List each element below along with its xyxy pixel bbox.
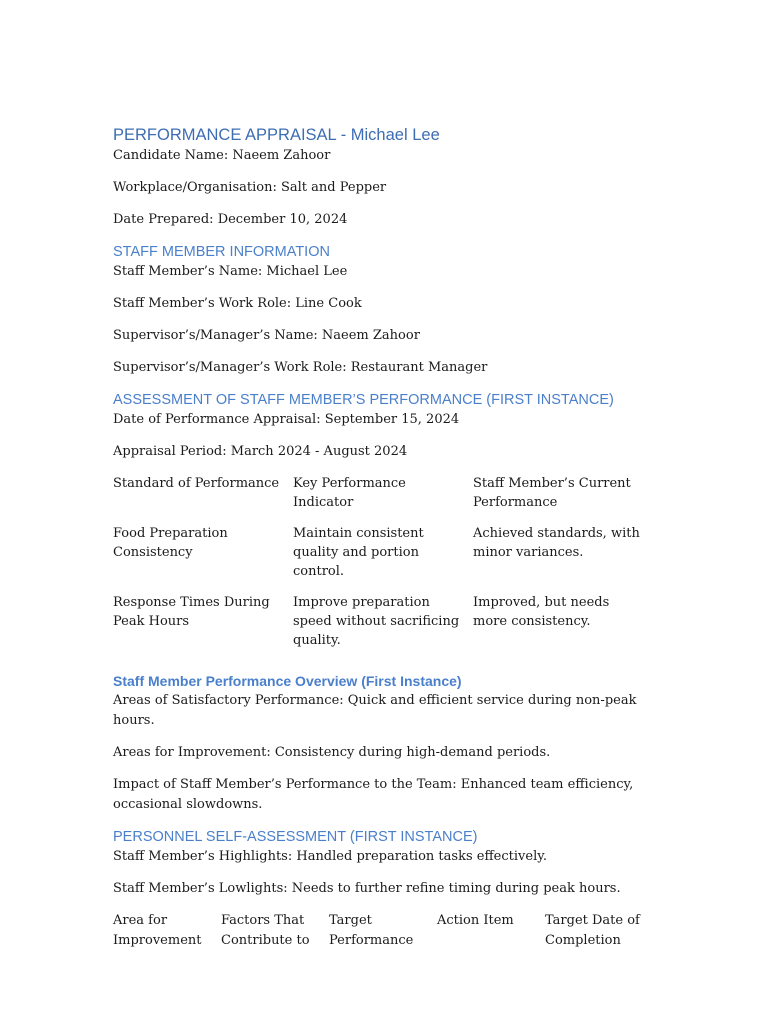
improvement-areas: Areas for Improvement: Consistency during high-demand periods. <box>113 745 551 760</box>
table-header-cell: Key Performance Indicator <box>293 476 406 510</box>
staff-name: Staff Member’s Name: Michael Lee <box>113 264 348 279</box>
table-row <box>113 524 653 581</box>
table-cell: Maintain consistent quality and portion control. <box>293 526 424 579</box>
table-header-cell: Target Performance <box>329 913 414 948</box>
workplace: Workplace/Organisation: Salt and Pepper <box>113 180 387 195</box>
table-header-cell: Area for Improvement <box>113 913 202 948</box>
assessment-table-header <box>113 474 653 512</box>
assessment-heading: ASSESSMENT OF STAFF MEMBER’S PERFORMANCE (FIRST INSTANCE) <box>113 392 614 408</box>
team-impact: Impact of Staff Member’s Performance to the Team: Enhanced team efficiency, occasional slowdowns. <box>113 777 634 812</box>
supervisor-name: Supervisor’s/Manager’s Name: Naeem Zahoor <box>113 328 420 343</box>
table-cell: Improved, but needs more consistency. <box>473 595 610 629</box>
table-header-cell: Staff Member’s Current Performance <box>473 476 631 510</box>
staff-work-role: Staff Member’s Work Role: Line Cook <box>113 296 362 311</box>
table-header-cell: Target Date of Completion <box>545 913 640 948</box>
table-cell: Response Times During Peak Hours <box>113 595 270 629</box>
staff-lowlights: Staff Member’s Lowlights: Needs to further refine timing during peak hours. <box>113 881 621 896</box>
table-cell: Improve preparation speed without sacrificing quality. <box>293 595 460 648</box>
table-cell: Achieved standards, with minor variances. <box>473 526 640 560</box>
table-cell: Food Preparation Consistency <box>113 526 228 560</box>
document-page <box>113 124 653 951</box>
staff-highlights: Staff Member’s Highlights: Handled preparation tasks effectively. <box>113 849 547 864</box>
self-assessment-table-header <box>113 911 653 951</box>
table-row <box>113 593 653 650</box>
overview-heading: Staff Member Performance Overview (First Instance) <box>113 673 462 689</box>
document-title: PERFORMANCE APPRAISAL - Michael Lee <box>113 126 440 144</box>
table-header-cell: Standard of Performance <box>113 476 280 491</box>
satisfactory-performance: Areas of Satisfactory Performance: Quick and efficient service during non-peak hours. <box>113 693 637 728</box>
staff-info-heading: STAFF MEMBER INFORMATION <box>113 244 330 260</box>
appraisal-period: Appraisal Period: March 2024 - August 2024 <box>113 444 408 459</box>
table-header-cell: Action Item <box>437 913 514 928</box>
table-header-cell: Factors That Contribute to <box>221 913 310 948</box>
candidate-name: Candidate Name: Naeem Zahoor <box>113 148 331 163</box>
supervisor-role: Supervisor’s/Manager’s Work Role: Restaurant Manager <box>113 360 488 375</box>
self-assessment-heading: PERSONNEL SELF-ASSESSMENT (FIRST INSTANCE) <box>113 829 478 845</box>
date-prepared: Date Prepared: December 10, 2024 <box>113 212 348 227</box>
appraisal-date: Date of Performance Appraisal: September 15, 2024 <box>113 412 460 427</box>
